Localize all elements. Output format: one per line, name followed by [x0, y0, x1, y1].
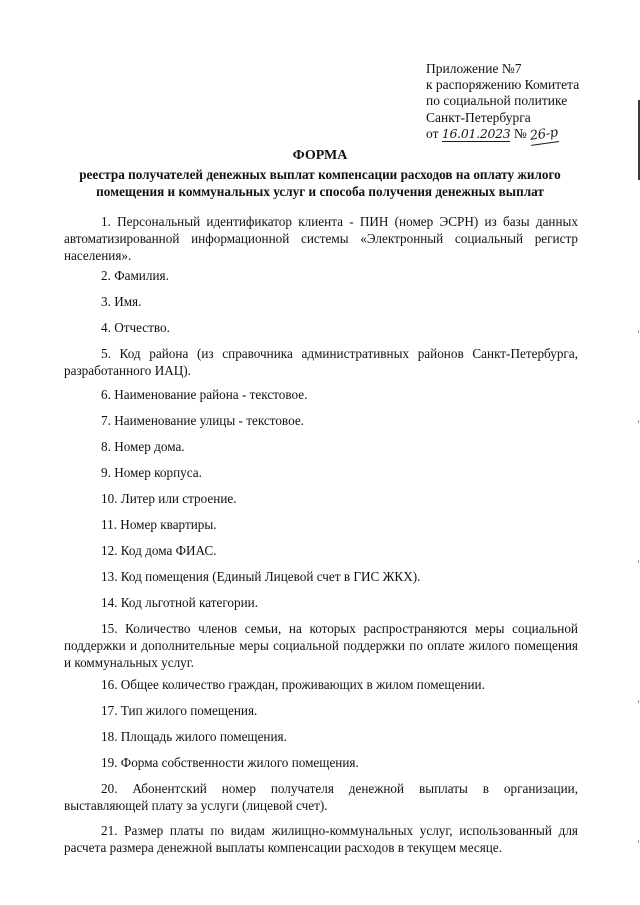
- number-prefix: №: [513, 125, 527, 141]
- form-subtitle: [60, 166, 580, 200]
- form-item: 18. Площадь жилого помещения.: [101, 729, 287, 744]
- form-item: 6. Наименование района - текстовое.: [101, 387, 308, 402]
- annex-line-committee: по социальной политике: [426, 93, 568, 109]
- form-item: 14. Код льготной категории.: [101, 595, 259, 610]
- form-item: 10. Литер или строение.: [101, 491, 237, 506]
- form-item: 15. Количество членов семьи, на которых распространяются меры социальной поддержки и дополнительные меры социальной поддержки по оплате жилого помещения и коммунальных услуг.: [64, 621, 578, 670]
- scan-edge-dash: [638, 420, 639, 423]
- form-item: 9. Номер корпуса.: [101, 465, 202, 480]
- form-item: 11. Номер квартиры.: [101, 517, 217, 532]
- scan-edge-dash: [638, 560, 639, 563]
- form-item: 21. Размер платы по видам жилищно-коммунальных услуг, использованный для расчета размера денежной выплаты компенсации расходов в текущем месяце.: [64, 823, 578, 855]
- form-subtitle-line-1: реестра получателей денежных выплат компенсации расходов на оплату жилого: [79, 167, 561, 182]
- form-item: 16. Общее количество граждан, проживающих в жилом помещении.: [101, 677, 485, 692]
- annex-title: Приложение №7: [426, 61, 522, 76]
- form-item: 5. Код района (из справочника административных районов Санкт-Петербурга, разработанного ИАЦ).: [64, 346, 578, 378]
- handwritten-date: 16.01.2023: [441, 125, 511, 141]
- form-item: 20. Абонентский номер получателя денежной выплаты в организации, выставляющей плату за услуги (лицевой счет).: [64, 781, 578, 813]
- scan-edge-dash: [638, 840, 639, 843]
- date-prefix: от: [426, 125, 439, 141]
- form-item: 17. Тип жилого помещения.: [101, 703, 258, 718]
- annex-line-city: Санкт-Петербурга: [426, 109, 531, 125]
- form-item: 12. Код дома ФИАС.: [101, 543, 217, 558]
- form-item: 1. Персональный идентификатор клиента - ПИН (номер ЭСРН) из базы данных автоматизированной информационной системы «Электронный социальный регистр населения».: [64, 214, 578, 263]
- form-item: 19. Форма собственности жилого помещения.: [101, 755, 359, 770]
- form-item: 2. Фамилия.: [101, 268, 169, 283]
- form-title: ФОРМА: [292, 148, 348, 163]
- form-item: 13. Код помещения (Единый Лицевой счет в ГИС ЖКХ).: [101, 569, 421, 584]
- form-subtitle-line-2: помещения и коммунальных услуг и способа получения денежных выплат: [96, 184, 544, 199]
- annex-header: [426, 61, 579, 144]
- form-item: 3. Имя.: [101, 294, 142, 309]
- form-item: 4. Отчество.: [101, 320, 170, 335]
- scan-edge-dash: [638, 700, 639, 703]
- form-item: 8. Номер дома.: [101, 439, 185, 454]
- annex-line-order: к распоряжению Комитета: [426, 77, 580, 93]
- handwritten-number: 26-р: [529, 125, 559, 146]
- scan-edge-dash: [638, 330, 639, 333]
- annex-date-line: [426, 126, 579, 144]
- form-item: 7. Наименование улицы - текстовое.: [101, 413, 304, 428]
